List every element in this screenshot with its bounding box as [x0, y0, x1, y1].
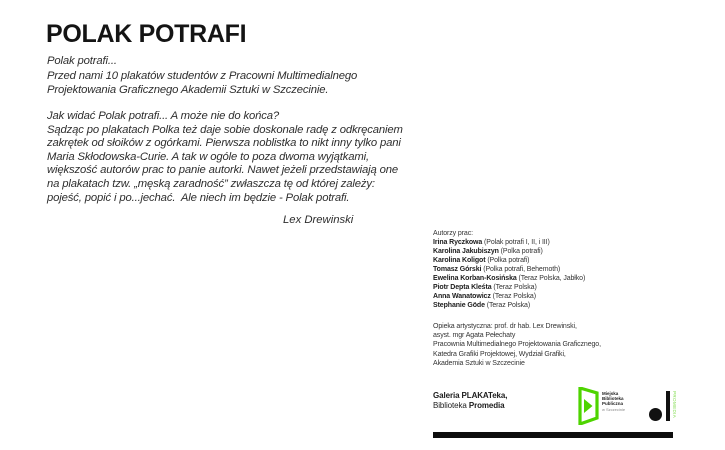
city-library-logo-text: [602, 391, 625, 412]
signature: Lex Drewinski: [283, 214, 354, 226]
author-row: [433, 274, 585, 283]
author-name: Ewelina Korban-Kosińska: [433, 275, 517, 282]
author-works: (Teraz Polska): [493, 284, 537, 291]
body-paragraph: Jak widać Polak potrafi... A może nie do końca? Sądząc po plakatach Polka też daje sobie doskonale radę z odkręcaniem zakrętek od słoików z ogórkami. Pierwsza noblistka to nikt inny tylko pani Maria Skłodowska-Curie. A tak w ogóle to poza dwoma wyjątkami, większość autorów prac to panie autorki. Nawet jeżeli przedstawiają one na plakatach tzw. „męską zaradność” zwłaszcza tę od której zależy: pojeść, popić i po...jechać. Ale niech im będzie - Polak potrafi.: [47, 110, 403, 204]
promedia-logo-bar: [666, 391, 670, 421]
city-library-logo-icon: [578, 387, 599, 425]
author-name: Stephanie Göde: [433, 302, 485, 309]
author-row: [433, 301, 585, 310]
promedia-logo-vertical-text: PROMEDIA: [672, 391, 677, 419]
author-name: Piotr Depta Kleśta: [433, 284, 492, 291]
divider-bar: [433, 432, 673, 438]
author-name: Irina Ryczkowa: [433, 239, 483, 246]
author-name: Karolina Koligot: [433, 257, 486, 264]
author-works: (Polka potrafi): [487, 257, 530, 264]
authors-block: [433, 229, 585, 310]
promedia-logo-icon: [648, 390, 682, 430]
author-row: [433, 292, 585, 301]
library-text-line: Miejska: [602, 391, 619, 396]
author-works: (Polak potrafi I, II, i III): [484, 239, 550, 246]
library-text-line: Publiczna: [602, 401, 624, 407]
library-text-line: w Szczecinie: [602, 406, 626, 412]
credits-block: Opieka artystyczna: prof. dr hab. Lex Drewinski, asyst. mgr Agata Pełechaty Pracownia Multimedialnego Projektowania Graficznego, Katedra Grafiki Projektowej, Wydział Grafiki, Akademia Sztuki w Szczecinie: [433, 323, 601, 367]
author-row: [433, 256, 585, 265]
page-title: POLAK POTRAFI: [46, 20, 247, 48]
venue-library-name: Biblioteka: [433, 400, 467, 410]
intro-paragraph: Polak potrafi... Przed nami 10 plakatów studentów z Pracowni Multimedialnego Projektowania Graficznego Akademii Sztuki w Szczecinie.: [47, 55, 358, 96]
promedia-logo-circle: [649, 408, 662, 421]
author-works: (Polka potrafi): [500, 248, 543, 255]
authors-heading: Autorzy prac:: [433, 230, 473, 237]
library-text-line: Biblioteka: [602, 396, 624, 402]
author-row: [433, 247, 585, 256]
author-row: [433, 238, 585, 247]
venue-library-brand: Promedia: [468, 400, 505, 410]
authors-list: [433, 238, 585, 310]
venue-gallery: Galeria PLAKATeka,: [433, 391, 508, 400]
author-works: (Teraz Polska, Jabłko): [518, 275, 586, 282]
author-works: (Teraz Polska): [492, 293, 536, 300]
author-row: [433, 283, 585, 292]
author-works: (Teraz Polska): [486, 302, 531, 309]
author-name: Karolina Jakubiszyn: [433, 248, 499, 255]
author-works: (Polka potrafi, Behemoth): [483, 266, 561, 273]
author-name: Anna Wanatowicz: [433, 293, 491, 300]
venue-block: [433, 391, 507, 410]
venue-library: [433, 401, 507, 411]
author-name: Tomasz Górski: [433, 266, 482, 273]
author-row: [433, 265, 585, 274]
